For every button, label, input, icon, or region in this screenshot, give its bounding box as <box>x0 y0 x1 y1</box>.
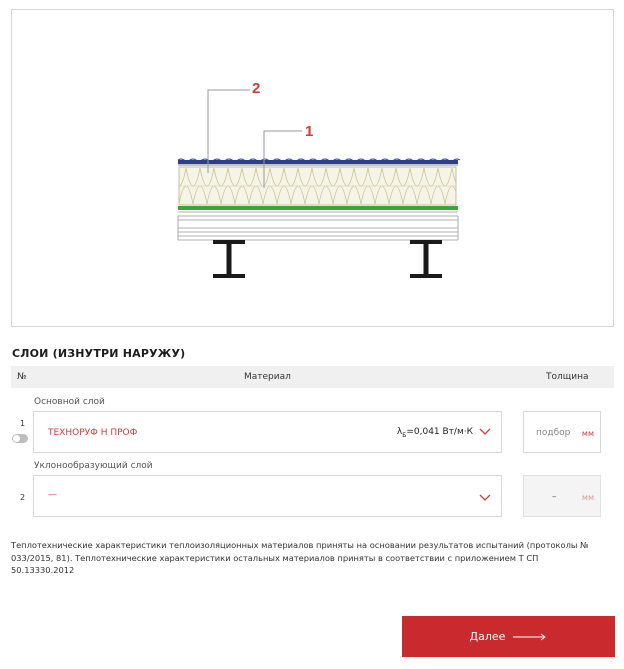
next-button[interactable] <box>402 616 615 657</box>
roof-section-drawing <box>12 10 615 328</box>
next-button-label: Далее <box>469 630 506 643</box>
roof-diagram <box>11 9 614 327</box>
vapor-barrier-layer <box>178 206 458 212</box>
thickness-input-slope[interactable] <box>523 475 601 517</box>
steel-beam-left <box>213 240 245 278</box>
arrow-right-icon <box>513 633 547 641</box>
row-number: 1 <box>20 419 26 428</box>
chevron-down-icon[interactable] <box>479 494 491 502</box>
lambda-value: $\lambda_Б=0,041$ Вт/м·К <box>396 427 473 439</box>
material-select-slope[interactable] <box>33 475 502 517</box>
section-title: СЛОИ (ИЗНУТРИ НАРУЖУ) <box>12 347 186 360</box>
unit-label: мм <box>581 493 594 502</box>
toggle-switch-icon[interactable] <box>12 434 28 443</box>
profiled-deck-layer <box>178 216 458 240</box>
material-select-main[interactable] <box>33 411 502 453</box>
chevron-down-icon[interactable] <box>479 428 491 436</box>
thickness-input-main[interactable] <box>523 411 601 453</box>
column-number: № <box>17 372 27 382</box>
material-name: ТЕХНОРУФ Н ПРОФ <box>48 428 138 438</box>
layers-table-header <box>11 366 614 388</box>
unit-label: мм <box>581 429 594 438</box>
layer-label-slope: Уклонообразующий слой <box>34 461 153 471</box>
column-thickness: Толщина <box>546 372 589 382</box>
layer-label-main: Основной слой <box>34 397 105 407</box>
material-name: — <box>48 490 57 500</box>
callout-2: 2 <box>252 80 261 97</box>
thermal-note: Теплотехнические характеристики теплоизоляционных материалов приняты на основании результатов испытаний (протоколы № 033/2015, 81). Теплотехнические характеристики остальных материалов приняты в соответствии с приложением Т СП 50.13330.2012 <box>11 540 589 575</box>
callout-1: 1 <box>305 123 314 140</box>
thickness-placeholder: – <box>552 492 557 502</box>
row-number: 2 <box>20 493 26 502</box>
membrane-layer <box>178 159 460 165</box>
steel-beam-right <box>410 240 442 278</box>
insulation-layer <box>172 167 466 205</box>
column-material: Материал <box>244 372 291 382</box>
thickness-placeholder: подбор <box>536 428 571 438</box>
